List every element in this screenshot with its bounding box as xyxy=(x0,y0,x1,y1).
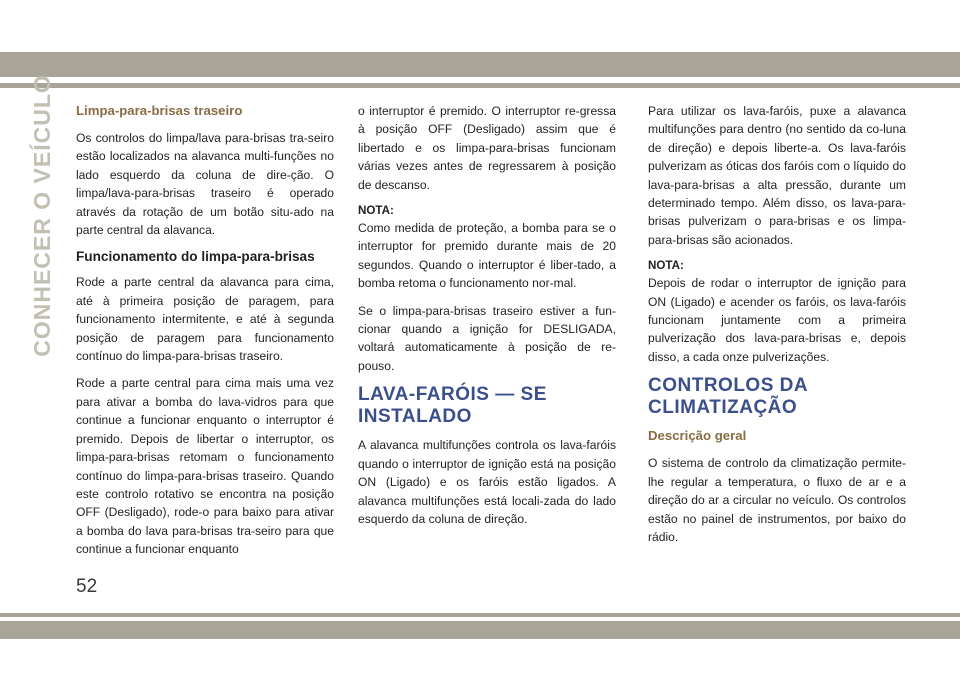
column-3 xyxy=(648,102,906,555)
paragraph: A alavanca multifunções controla os lava-faróis quando o interruptor de ignição está na posição ON (Ligado) e os faróis estão ligados. A alavanca multifunções está locali-zada do lado esquerdo da coluna de direção. xyxy=(358,438,616,526)
footer-rule xyxy=(0,613,960,617)
note-text: Depois de rodar o interruptor de ignição para ON (Ligado) e acender os faróis, os lava-faróis funcionam juntamente com a primeira pulverização dos lava-para-brisas e, depois disso, a cada onze pulverizações. xyxy=(648,276,906,364)
note-label: NOTA: xyxy=(358,204,394,218)
paragraph: O sistema de controlo da climatização permite-lhe regular a temperatura, o fluxo de ar e a direção do ar a circular no veículo. Os controlos estão no painel de instrumentos, por baixo do rádio. xyxy=(648,456,906,544)
paragraph: Os controlos do limpa/lava para-brisas tra-seiro estão localizados na alavanca multi-funções no lado esquerdo da coluna de dire-ção. O limpa/lava-para-brisas traseiro é operado através da rotação de um botão situ-ado na parte central da alavanca. xyxy=(76,131,334,238)
heading-rear-wiper: Limpa-para-brisas traseiro xyxy=(76,103,243,118)
note-text: Como medida de proteção, a bomba para se o interruptor for premido durante mais de 20 segundos. Quando o interruptor é liber-tado, a bomba retoma o funcionamento nor-mal. xyxy=(358,221,616,291)
note-label: NOTA: xyxy=(648,259,684,273)
footer-band xyxy=(0,621,960,639)
section-side-tab-label: CONHECER O VEÍCULO xyxy=(28,73,55,357)
heading-general-description: Descrição geral xyxy=(648,428,747,444)
paragraph: o interruptor é premido. O interruptor re-gressa à posição OFF (Desligado) assim que é libertado e os limpa-para-brisas funcionam várias vezes antes de regressarem à posição de descanso. xyxy=(358,104,616,192)
paragraph: Rode a parte central para cima mais uma vez para ativar a bomba do lava-vidros para que continue a funcionar enquanto o interruptor é premido. Depois de libertar o interruptor, os limpa-para-brisas retomam o funcionamento contínuo do limpa-para-brisas traseiro. Quando este controlo rotativo se encontra na posição OFF (Desligado), rode-o para baixo para ativar a bomba do lava para-brisas tra-seiro para que continue a funcionar enquanto xyxy=(76,376,334,557)
page-number: 52 xyxy=(76,576,98,597)
paragraph: Para utilizar os lava-faróis, puxe a alavanca multifunções para dentro (no sentido da co-luna de direção) e depois liberte-a. Os lava-faróis pulverizam as óticas dos faróis com o líquido do lava-para-brisas a alta pressão, durante um determinado tempo. Além disso, os lava-para-brisas pulverizam o para-brisas e os limpa-para-brisas são acionados. xyxy=(648,104,906,247)
paragraph: Rode a parte central da alavanca para cima, até à primeira posição de paragem, para funcionamento intermitente, e até à segunda posição de paragem para funcionamento contínuo do limpa-para-brisas traseiro. xyxy=(76,275,334,364)
heading-climate-controls: CONTROLOS DA CLIMATIZAÇÃO xyxy=(648,375,808,419)
header-rule xyxy=(0,83,960,88)
column-1 xyxy=(76,102,334,568)
section-side-tab xyxy=(22,73,62,357)
heading-wiper-operation: Funcionamento do limpa-para-brisas xyxy=(76,249,315,265)
heading-headlamp-washer: LAVA-FARÓIS — SE INSTALADO xyxy=(358,384,547,428)
column-2 xyxy=(358,102,616,537)
header-band xyxy=(0,52,960,77)
paragraph: Se o limpa-para-brisas traseiro estiver a fun-cionar quando a ignição for DESLIGADA, voltará automaticamente à posição de re-pouso. xyxy=(358,303,616,373)
